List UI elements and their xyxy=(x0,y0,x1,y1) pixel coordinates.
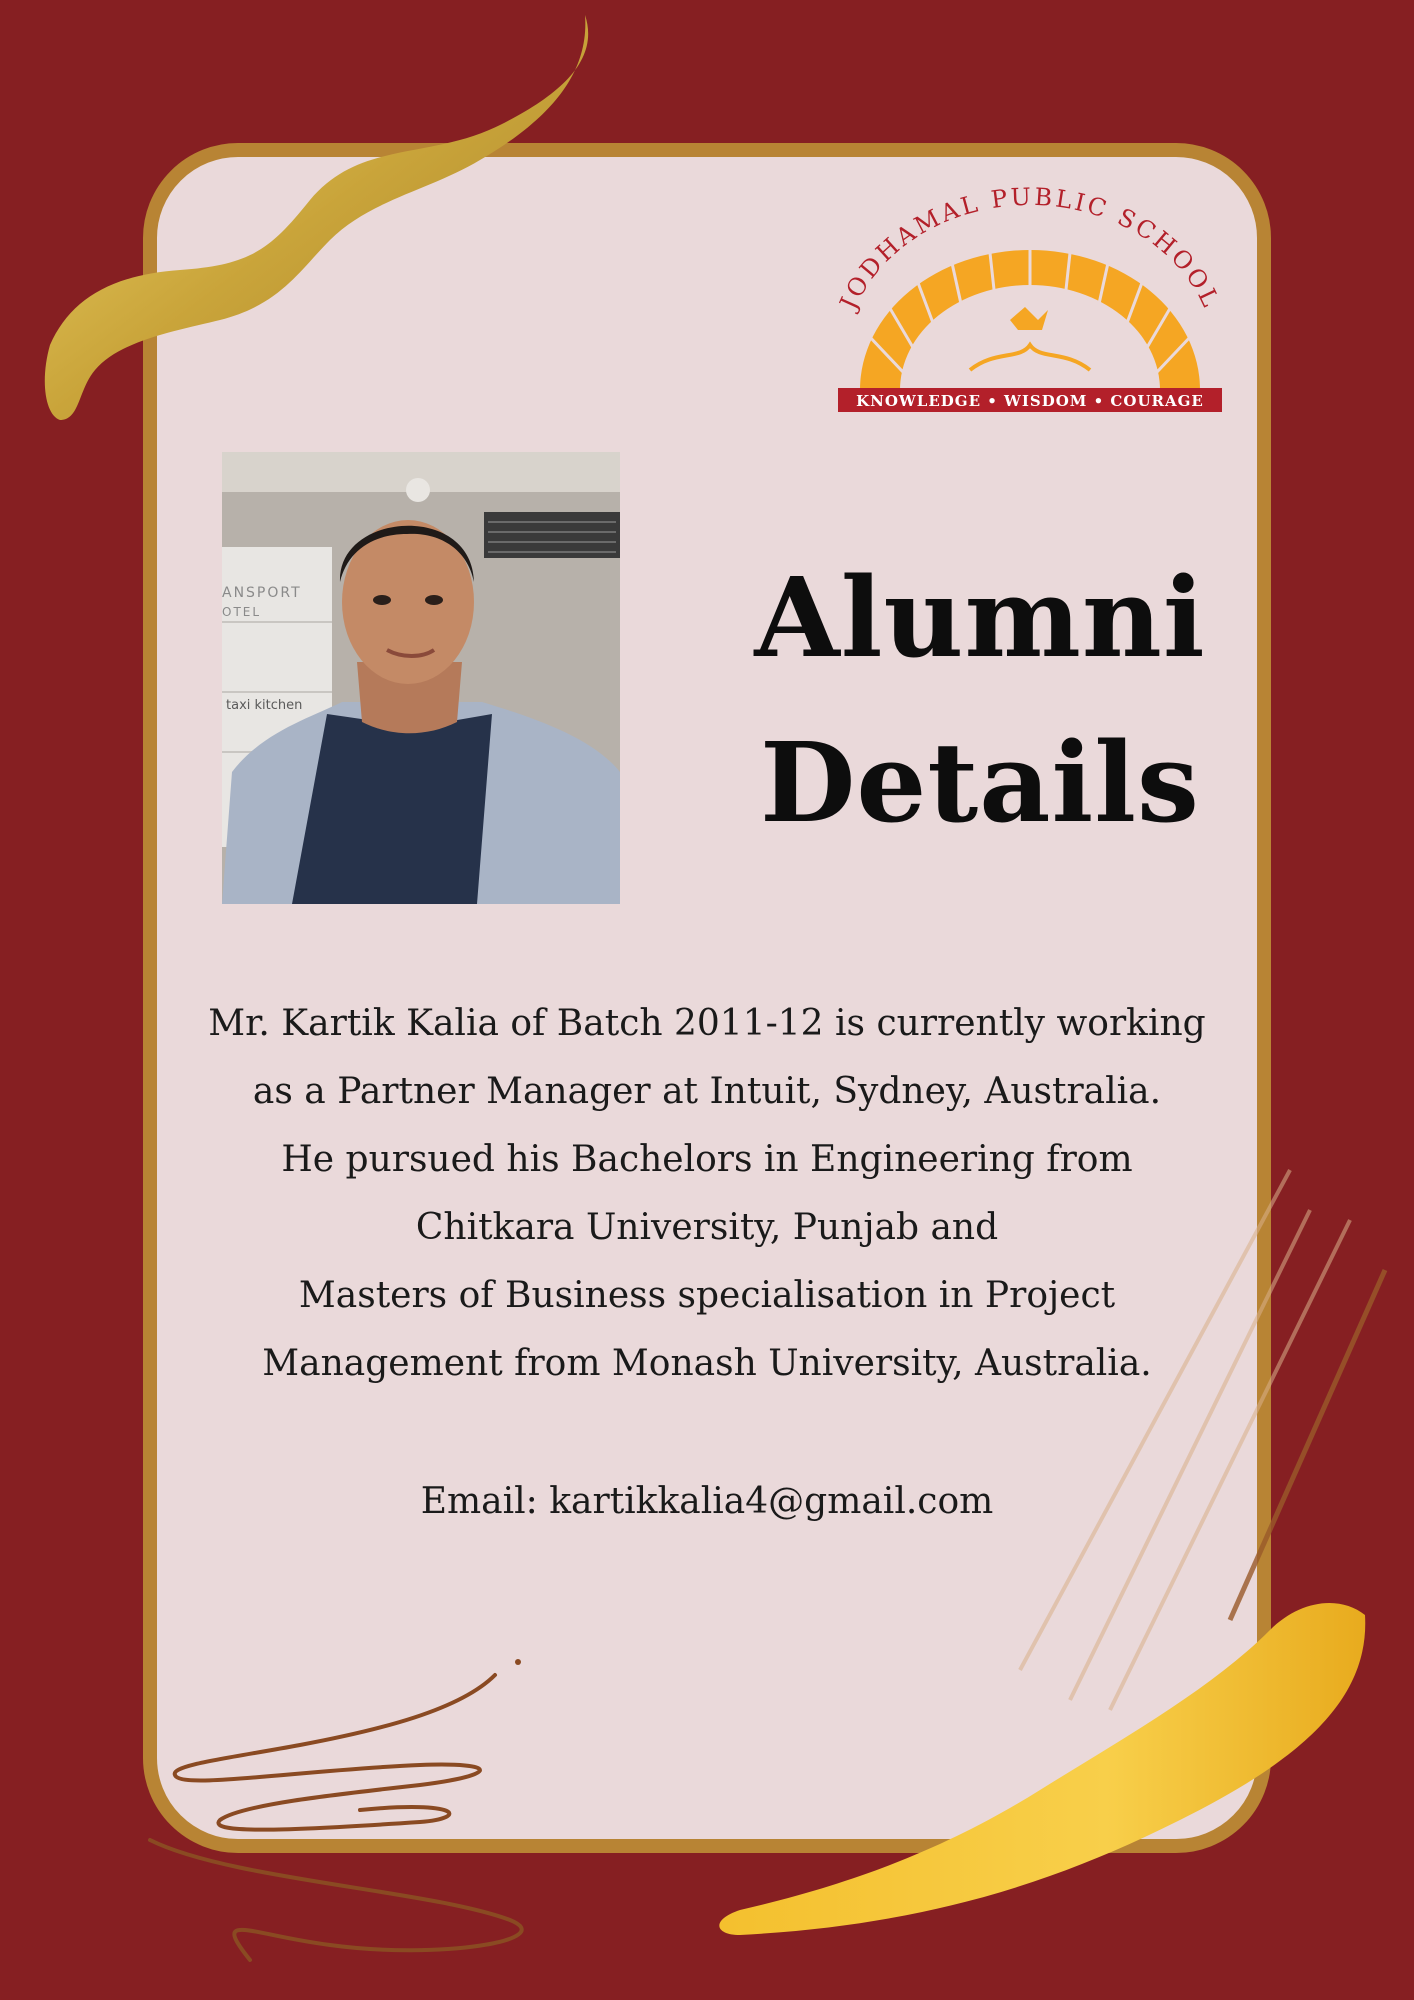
bio-line: Management from Monash University, Australia. xyxy=(262,1343,1152,1384)
bio-line: Mr. Kartik Kalia of Batch 2011-12 is currently working xyxy=(208,1003,1206,1044)
alumni-bio xyxy=(170,990,1244,1398)
bio-line: as a Partner Manager at Intuit, Sydney, Australia. xyxy=(252,1071,1162,1112)
title-line: Details xyxy=(760,718,1200,847)
bio-line: Chitkara University, Punjab and xyxy=(415,1207,999,1248)
photo-sign-text: OTEL xyxy=(222,605,262,619)
school-name: JODHAMAL PUBLIC SCHOOL xyxy=(834,185,1226,314)
page-title xyxy=(700,535,1260,865)
bio-line: He pursued his Bachelors in Engineering from xyxy=(281,1139,1133,1180)
photo-sign-text: taxi kitchen xyxy=(226,698,303,713)
school-logo xyxy=(820,185,1240,415)
school-motto: KNOWLEDGE • WISDOM • COURAGE xyxy=(856,392,1204,410)
photo-sign-text: ANSPORT xyxy=(222,585,302,601)
bio-line: Masters of Business specialisation in Project xyxy=(298,1275,1116,1316)
alumni-photo xyxy=(222,452,620,904)
alumni-email: Email: kartikkalia4@gmail.com xyxy=(420,1481,994,1522)
title-line: Alumni xyxy=(754,553,1206,682)
